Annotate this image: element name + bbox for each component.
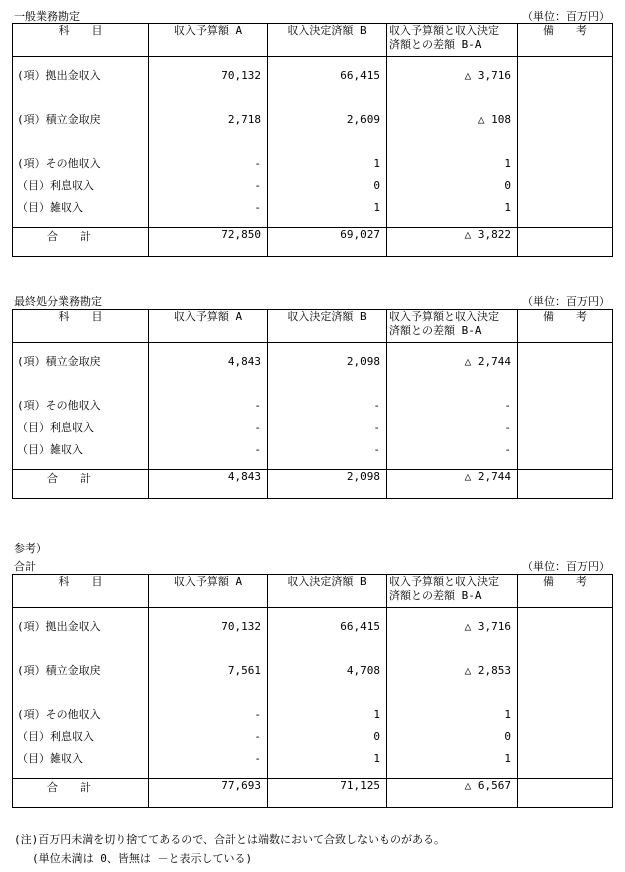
difference-value: 0 <box>504 730 511 743</box>
decided-value: 4,708 <box>346 664 380 677</box>
difference-value: - <box>504 399 511 412</box>
decided-value: 1 <box>373 708 380 721</box>
decided-value: - <box>373 421 380 434</box>
header-row <box>13 24 613 57</box>
difference-header: 収入予算額と収入決定 <box>389 310 499 323</box>
budget-value: 70,132 <box>221 620 261 633</box>
decided-value: 1 <box>373 157 380 170</box>
budget-header: 収入予算額 A <box>173 575 243 588</box>
section-title: 最終処分業務勘定 <box>14 295 102 308</box>
budget-value: - <box>254 399 261 412</box>
remarks-header: 備 考 <box>543 310 587 323</box>
total-difference: △ 2,744 <box>464 470 511 483</box>
total-budget: 77,693 <box>221 779 261 792</box>
decided-value: 0 <box>373 179 380 192</box>
difference-value: - <box>504 421 511 434</box>
general-account-table <box>12 23 613 257</box>
decided-value: - <box>373 399 380 412</box>
subject-header: 科 目 <box>58 575 103 588</box>
difference-value: △ 2,744 <box>464 355 511 368</box>
budget-value: 7,561 <box>227 664 261 677</box>
budget-header: 収入予算額 A <box>173 310 243 323</box>
row-label: （目）利息収入 <box>17 730 94 743</box>
section-title: 一般業務勘定 <box>14 10 80 23</box>
difference-value: 1 <box>504 752 511 765</box>
difference-value: △ 108 <box>477 113 511 126</box>
section-title: 合計 <box>14 560 36 573</box>
budget-value: - <box>254 730 261 743</box>
budget-value: - <box>254 201 261 214</box>
row-label: (項）拠出金収入 <box>17 620 101 633</box>
decided-header: 収入決定済額 B <box>287 310 367 323</box>
row-label: (項）積立金取戻 <box>17 113 101 126</box>
footnote: (単位未満は 0、皆無は －と表示している) <box>32 852 253 865</box>
unit-label: （単位：百万円） <box>522 560 610 573</box>
difference-header: 収入予算額と収入決定 <box>389 575 499 588</box>
body-row <box>13 343 613 470</box>
total-label: 合 計 <box>47 472 91 485</box>
row-label: (項）その他収入 <box>17 157 101 170</box>
total-row <box>13 779 613 808</box>
total-decided: 71,125 <box>340 779 380 792</box>
remarks-header: 備 考 <box>543 575 587 588</box>
reference-total-table <box>12 574 613 808</box>
total-row <box>13 470 613 499</box>
difference-value: 1 <box>504 708 511 721</box>
decided-value: 2,098 <box>346 355 380 368</box>
row-label: (項）積立金取戻 <box>17 355 101 368</box>
total-difference: △ 6,567 <box>464 779 511 792</box>
body-row <box>13 608 613 779</box>
difference-header: 済額との差額 B-A <box>389 324 482 337</box>
budget-value: 70,132 <box>221 69 261 82</box>
unit-label: （単位：百万円） <box>522 10 610 23</box>
row-label: （目）利息収入 <box>17 421 94 434</box>
difference-header: 済額との差額 B-A <box>389 589 482 602</box>
decided-value: - <box>373 443 380 456</box>
decided-value: 66,415 <box>340 620 380 633</box>
row-label: （目）利息収入 <box>17 179 94 192</box>
total-row <box>13 228 613 257</box>
difference-value: △ 3,716 <box>464 620 511 633</box>
subject-header: 科 目 <box>58 310 103 323</box>
budget-value: 4,843 <box>227 355 261 368</box>
total-label: 合 計 <box>47 781 91 794</box>
header-row <box>13 310 613 343</box>
remarks-header: 備 考 <box>543 24 587 37</box>
total-difference: △ 3,822 <box>464 228 511 241</box>
budget-value: - <box>254 443 261 456</box>
body-row <box>13 57 613 228</box>
difference-value: 1 <box>504 201 511 214</box>
final-disposal-table <box>12 309 613 499</box>
reference-label: 参考） <box>14 542 47 555</box>
budget-header: 収入予算額 A <box>173 24 243 37</box>
subject-header: 科 目 <box>58 24 103 37</box>
budget-value: - <box>254 179 261 192</box>
decided-value: 66,415 <box>340 69 380 82</box>
difference-value: 1 <box>504 157 511 170</box>
total-decided: 69,027 <box>340 228 380 241</box>
total-budget: 72,850 <box>221 228 261 241</box>
decided-header: 収入決定済額 B <box>287 575 367 588</box>
row-label: （目）雑収入 <box>17 201 83 214</box>
difference-value: 0 <box>504 179 511 192</box>
total-budget: 4,843 <box>227 470 261 483</box>
total-decided: 2,098 <box>346 470 380 483</box>
decided-value: 1 <box>373 752 380 765</box>
row-label: (項）その他収入 <box>17 399 101 412</box>
row-label: (項）積立金取戻 <box>17 664 101 677</box>
difference-value: △ 2,853 <box>464 664 511 677</box>
row-label: (項）拠出金収入 <box>17 69 101 82</box>
header-row <box>13 575 613 608</box>
decided-value: 0 <box>373 730 380 743</box>
budget-value: 2,718 <box>227 113 261 126</box>
unit-label: （単位：百万円） <box>522 295 610 308</box>
difference-header: 済額との差額 B-A <box>389 38 482 51</box>
difference-header: 収入予算額と収入決定 <box>389 24 499 37</box>
decided-value: 1 <box>373 201 380 214</box>
budget-value: - <box>254 157 261 170</box>
budget-value: - <box>254 708 261 721</box>
budget-value: - <box>254 421 261 434</box>
difference-value: - <box>504 443 511 456</box>
row-label: （目）雑収入 <box>17 443 83 456</box>
budget-value: - <box>254 752 261 765</box>
row-label: （目）雑収入 <box>17 752 83 765</box>
decided-header: 収入決定済額 B <box>287 24 367 37</box>
difference-value: △ 3,716 <box>464 69 511 82</box>
row-label: (項）その他収入 <box>17 708 101 721</box>
footnote: (注)百万円未満を切り捨ててあるので、合計とは端数において合致しないものがある。 <box>14 833 446 846</box>
total-label: 合 計 <box>47 230 91 243</box>
decided-value: 2,609 <box>346 113 380 126</box>
